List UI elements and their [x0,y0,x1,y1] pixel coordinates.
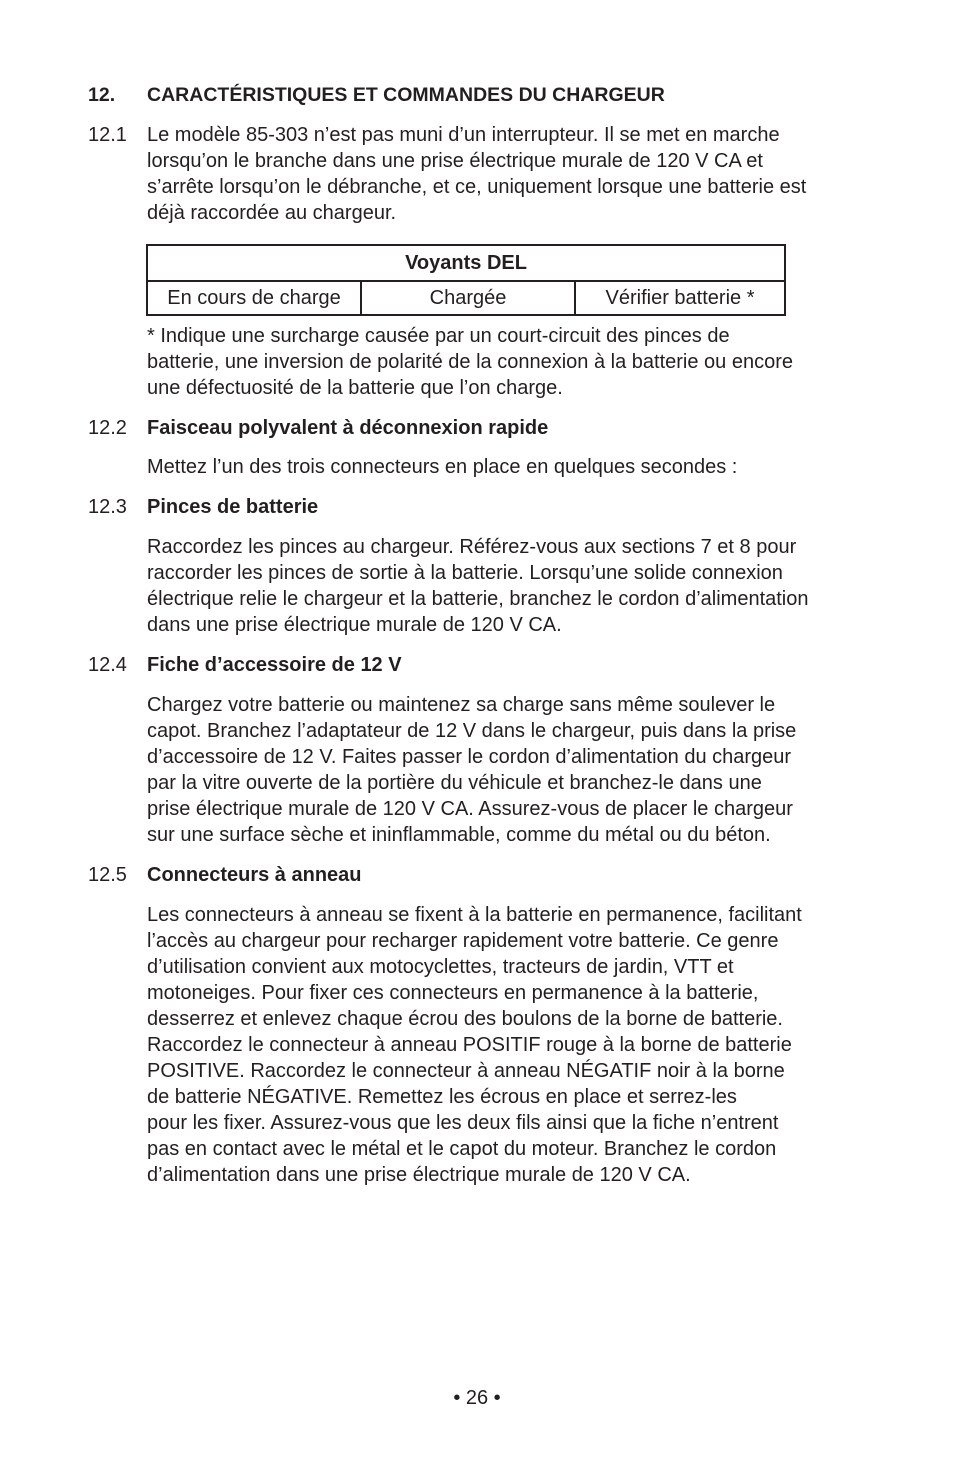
led-cell-check-battery: Vérifier batterie * [575,281,785,315]
subsection-number-12-1: 12.1 [88,124,127,146]
text-line: prise électrique murale de 120 V CA. Assurez-vous de placer le chargeur [147,798,793,820]
subsection-title-12-4: Fiche d’accessoire de 12 V [147,654,402,676]
text-line: d’alimentation dans une prise électrique murale de 120 V CA. [147,1164,691,1186]
text-line: POSITIVE. Raccordez le connecteur à anneau NÉGATIF noir à la borne [147,1060,785,1082]
text-line: batterie, une inversion de polarité de la connexion à la batterie ou encore [147,351,793,373]
text-line: de batterie NÉGATIVE. Remettez les écrous en place et serrez-les [147,1086,737,1108]
text-line: Mettez l’un des trois connecteurs en place en quelques secondes : [147,456,738,478]
text-line: Les connecteurs à anneau se fixent à la batterie en permanence, facilitant [147,904,802,926]
text-line: Raccordez les pinces au chargeur. Référez-vous aux sections 7 et 8 pour [147,536,797,558]
led-indicator-table [146,244,786,316]
text-line: par la vitre ouverte de la portière du véhicule et branchez-le dans une [147,772,762,794]
text-line: motoneiges. Pour fixer ces connecteurs en permanence à la batterie, [147,982,759,1004]
text-line: une défectuosité de la batterie que l’on charge. [147,377,563,399]
section-number: 12. [88,84,116,106]
subsection-title-12-3: Pinces de batterie [147,496,319,518]
paragraph-12-3 [147,534,877,638]
subsection-number-12-5: 12.5 [88,864,127,886]
led-table-header: Voyants DEL [147,245,785,281]
page-number: • 26 • [453,1387,501,1409]
text-line: lorsqu’on le branche dans une prise électrique murale de 120 V CA et [147,150,763,172]
text-line: sur une surface sèche et ininflammable, comme du métal ou du béton. [147,824,771,846]
text-line: Le modèle 85-303 n’est pas muni d’un interrupteur. Il se met en marche [147,124,780,146]
table-footnote [147,323,877,401]
text-line: s’arrête lorsqu’on le débranche, et ce, uniquement lorsque une batterie est [147,176,807,198]
text-line: pour les fixer. Assurez-vous que les deux fils ainsi que la fiche n’entrent [147,1112,779,1134]
text-line: desserrez et enlevez chaque écrou des boulons de la borne de batterie. [147,1008,783,1030]
paragraph-12-2 [147,454,877,480]
text-line: Chargez votre batterie ou maintenez sa charge sans même soulever le [147,694,776,716]
section-title: CARACTÉRISTIQUES ET COMMANDES DU CHARGEUR [147,84,665,106]
text-line: capot. Branchez l’adaptateur de 12 V dans le chargeur, puis dans la prise [147,720,797,742]
text-line: pas en contact avec le métal et le capot du moteur. Branchez le cordon [147,1138,777,1160]
text-line: déjà raccordée au chargeur. [147,202,397,224]
subsection-title-12-2: Faisceau polyvalent à déconnexion rapide [147,417,549,439]
subsection-number-12-3: 12.3 [88,496,127,518]
text-line: Raccordez le connecteur à anneau POSITIF rouge à la borne de batterie [147,1034,792,1056]
text-line: dans une prise électrique murale de 120 V CA. [147,614,562,636]
subsection-number-12-4: 12.4 [88,654,127,676]
text-line: électrique relie le chargeur et la batterie, branchez le cordon d’alimentation [147,588,809,610]
text-line: d’accessoire de 12 V. Faites passer le cordon d’alimentation du chargeur [147,746,792,768]
subsection-number-12-2: 12.2 [88,417,127,439]
subsection-title-12-5: Connecteurs à anneau [147,864,362,886]
paragraph-12-5 [147,902,877,1188]
text-line: d’utilisation convient aux motocyclettes, tracteurs de jardin, VTT et [147,956,734,978]
text-line: l’accès au chargeur pour recharger rapidement votre batterie. Ce genre [147,930,779,952]
text-line: raccorder les pinces de sortie à la batterie. Lorsqu’une solide connexion [147,562,783,584]
paragraph-12-1 [147,122,877,226]
text-line: * Indique une surcharge causée par un court-circuit des pinces de [147,325,730,347]
led-cell-charging: En cours de charge [147,281,361,315]
led-cell-charged: Chargée [361,281,575,315]
paragraph-12-4 [147,692,877,848]
